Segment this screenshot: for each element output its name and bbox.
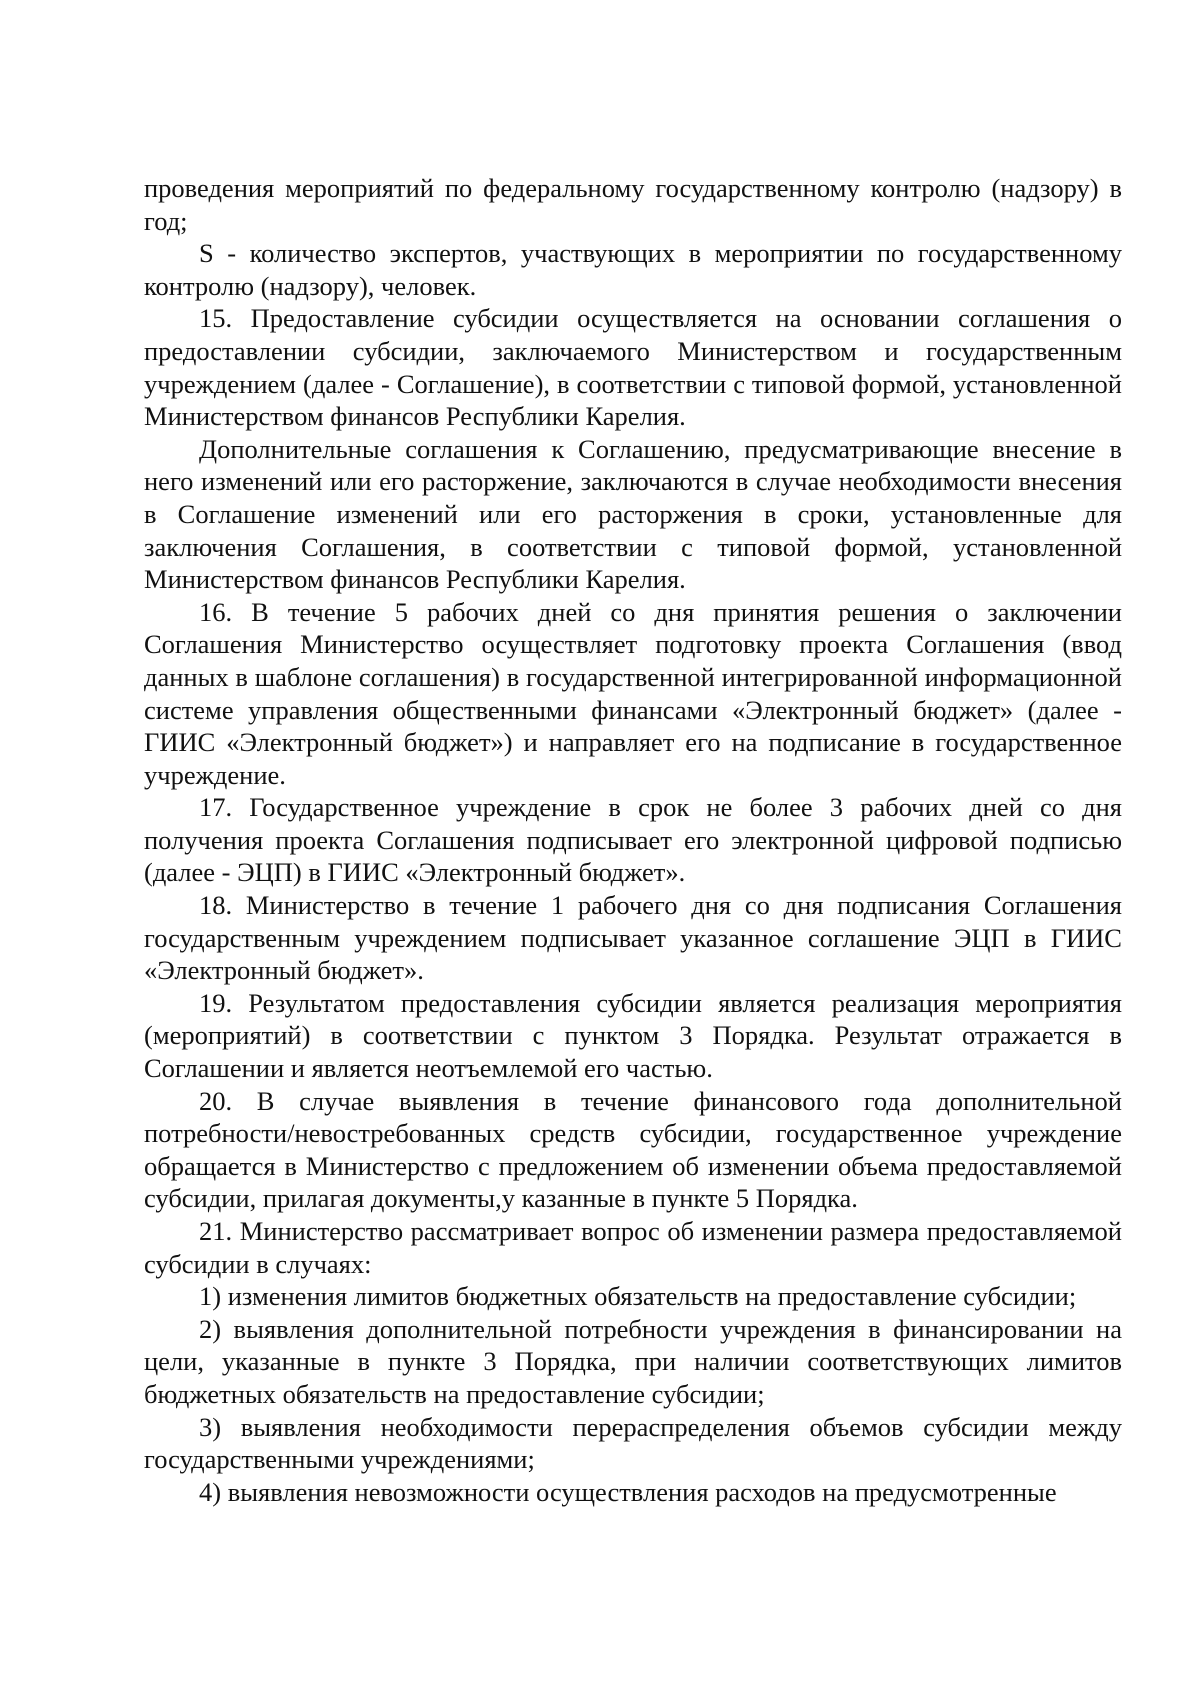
paragraph-15: 15. Предоставление субсидии осуществляется на основании соглашения о предоставлении субсидии, заключаемого Министерством и государственным учреждением (далее - Соглашение), в соответствии с типовой формой, установленной Министерством финансов Республики Карелия. bbox=[144, 303, 1122, 432]
paragraph-16: 16. В течение 5 рабочих дней со дня принятия решения о заключении Соглашения Министерство осуществляет подготовку проекта Соглашения (ввод данных в шаблоне соглашения) в государственной интегрированной информационной системе управления общественными финансами «Электронный бюджет» (далее - ГИИС «Электронный бюджет») и направляет его на подписание в государственное учреждение. bbox=[144, 596, 1122, 790]
paragraph-20: 20. В случае выявления в течение финансового года дополнительной потребности/невостребованных средств субсидии, государственное учреждение обращается в Министерство с предложением об изменении объема предоставляемой субсидии, прилагая документы,у казанные в пункте 5 Порядка. bbox=[144, 1085, 1122, 1214]
paragraph-additional-agreements: Дополнительные соглашения к Соглашению, предусматривающие внесение в него изменений или его расторжение, заключаются в случае необходимости внесения в Соглашение изменений или его расторжения в сроки, установленные для заключения Соглашения, в соответствии с типовой формой, установленной Министерством финансов Республики Карелия. bbox=[144, 433, 1122, 595]
paragraph-21: 21. Министерство рассматривает вопрос об изменении размера предоставляемой субсидии в случаях: bbox=[144, 1216, 1122, 1279]
list-item-2: 2) выявления дополнительной потребности учреждения в финансировании на цели, указанные в пункте 3 Порядка, при наличии соответствующих лимитов бюджетных обязательств на предоставление субсидии; bbox=[144, 1313, 1122, 1409]
paragraph-continuation: проведения мероприятий по федеральному государственному контролю (надзору) в год; bbox=[144, 173, 1122, 236]
paragraph-19: 19. Результатом предоставления субсидии является реализация мероприятия (мероприятий) в соответствии с пунктом 3 Порядка. Результат отражается в Соглашении и является неотъемлемой его частью. bbox=[144, 987, 1122, 1084]
paragraph-definition-s: S - количество экспертов, участвующих в мероприятии по государственному контролю (надзору), человек. bbox=[144, 238, 1122, 301]
paragraph-18: 18. Министерство в течение 1 рабочего дня со дня подписания Соглашения государственным учреждением подписывает указанное соглашение ЭЦП в ГИИС «Электронный бюджет». bbox=[144, 890, 1122, 986]
list-item-1: 1) изменения лимитов бюджетных обязательств на предоставление субсидии; bbox=[199, 1281, 1077, 1312]
list-item-3: 3) выявления необходимости перераспределения объемов субсидии между государственными учреждениями; bbox=[144, 1411, 1122, 1475]
paragraph-17: 17. Государственное учреждение в срок не более 3 рабочих дней со дня получения проекта Соглашения подписывает его электронной цифровой подписью (далее - ЭЦП) в ГИИС «Электронный бюджет». bbox=[144, 792, 1122, 888]
list-item-4: 4) выявления невозможности осуществления расходов на предусмотренные bbox=[199, 1476, 1057, 1507]
document-body bbox=[144, 172, 1122, 1508]
